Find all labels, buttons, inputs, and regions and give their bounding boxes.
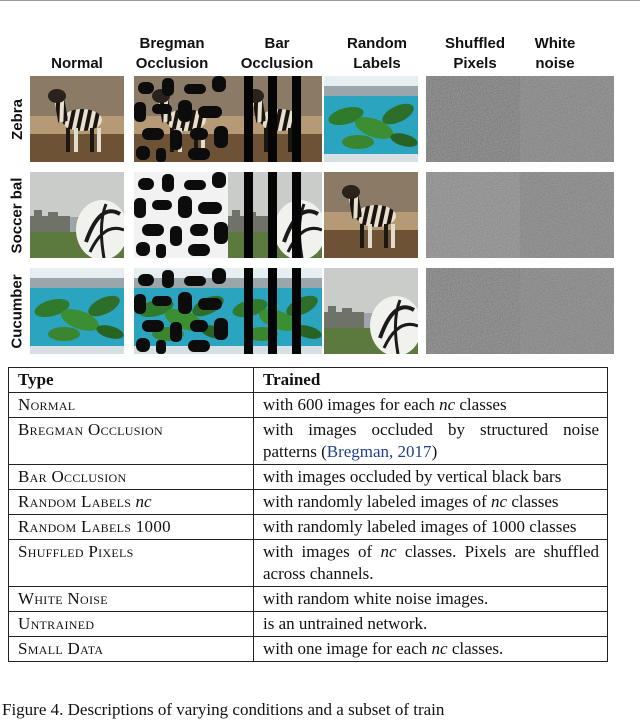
trained-cell: is an untrained network. [254,612,608,637]
table-row [9,465,608,490]
image-cucumber-normal [30,268,124,354]
trained-cell: with randomly labeled images of nc classes [254,490,608,515]
top-rule [0,0,640,1]
table-row [9,418,608,465]
table-row [9,612,608,637]
image-soccer-normal [30,172,124,258]
type-cell: Random Labels 1000 [9,515,254,540]
trained-cell: with one image for each nc classes. [254,637,608,662]
image-zebra-bregman-occlusion [134,76,228,162]
type-cell: Untrained [9,612,254,637]
table-row [9,490,608,515]
type-cell: Shuffled Pixels [9,540,254,587]
trained-cell: with images occluded by structured noise patterns (Bregman, 2017) [254,418,608,465]
image-soccer-random-labels [324,172,418,258]
table-row [9,515,608,540]
column-header-bregman-occlusion: Bregman Occlusion [135,35,209,72]
image-soccer-bar-occlusion [228,172,322,258]
column-header-white-noise: White noise [534,35,576,72]
figure-caption: Figure 4. Descriptions of varying conditions and a subset of train [2,700,445,719]
type-cell: Random Labels nc [9,490,254,515]
table-row [9,393,608,418]
image-soccer-shuffled-pixels [426,172,520,258]
column-header-bar-occlusion: Bar Occlusion [240,35,314,72]
type-cell: Bar Occlusion [9,465,254,490]
table-header-row [9,368,608,393]
row-label-cucumber: Cucumber [8,273,26,349]
image-cucumber-white-noise [520,268,614,354]
column-header-shuffled-pixels: Shuffled Pixels [445,35,505,72]
row-label-soccer-ball: Soccer bal [8,177,26,253]
trained-cell: with random white noise images. [254,587,608,612]
image-cucumber-random-labels [324,268,418,354]
row-label-zebra: Zebra [8,98,26,140]
column-header-random-labels: Random Labels [347,35,407,72]
trained-cell: with images occluded by vertical black bars [254,465,608,490]
trained-cell: with images of nc classes. Pixels are shuffled across channels. [254,540,608,587]
table-row [9,637,608,662]
conditions-table [8,367,608,662]
type-cell: White Noise [9,587,254,612]
image-zebra-bar-occlusion [228,76,322,162]
image-soccer-white-noise [520,172,614,258]
table-row [9,587,608,612]
image-zebra-random-labels [324,76,418,162]
image-soccer-bregman-occlusion [134,172,228,258]
type-cell: Normal [9,393,254,418]
table-header-type: Type [9,368,254,393]
image-zebra-normal [30,76,124,162]
image-cucumber-bregman-occlusion [134,268,228,354]
table-row [9,540,608,587]
trained-cell: with randomly labeled images of 1000 classes [254,515,608,540]
image-zebra-white-noise [520,76,614,162]
image-cucumber-shuffled-pixels [426,268,520,354]
image-cucumber-bar-occlusion [228,268,322,354]
type-cell: Bregman Occlusion [9,418,254,465]
type-cell: Small Data [9,637,254,662]
table-header-trained: Trained [254,368,608,393]
trained-cell: with 600 images for each nc classes [254,393,608,418]
citation-link[interactable]: Bregman, 2017 [326,442,432,461]
column-header-normal: Normal [51,55,103,72]
image-zebra-shuffled-pixels [426,76,520,162]
